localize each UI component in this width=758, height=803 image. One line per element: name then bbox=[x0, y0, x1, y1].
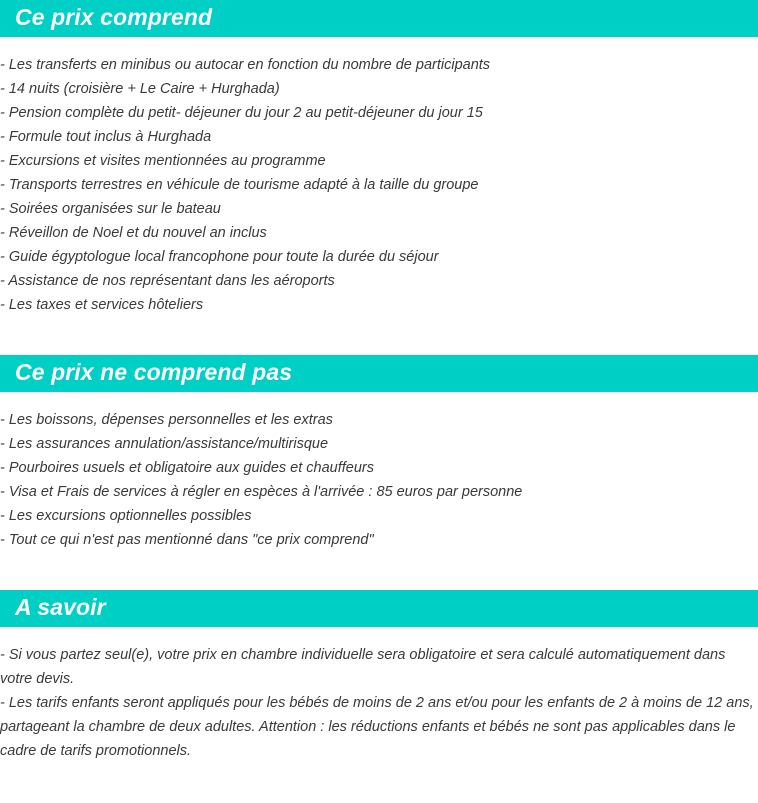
excludes-section-header bbox=[0, 355, 758, 392]
list-item: - Formule tout inclus à Hurghada bbox=[0, 129, 212, 145]
list-item: - Les taxes et services hôteliers bbox=[0, 297, 204, 313]
info-body bbox=[0, 643, 758, 763]
list-item: - Guide égyptologue local francophone pour toute la durée du séjour bbox=[0, 249, 439, 265]
list-item: - Les assurances annulation/assistance/multirisque bbox=[0, 436, 329, 452]
list-item: - Transports terrestres en véhicule de tourisme adapté à la taille du groupe bbox=[0, 177, 479, 193]
list-item: - Assistance de nos représentant dans les aéroports bbox=[0, 273, 335, 289]
info-paragraph-child-rates: - Les tarifs enfants seront appliqués pour les bébés de moins de 2 ans et/ou pour les enfants de 2 à moins de 12 ans, partageant la chambre de deux adultes. Attention : les réductions enfants et bébés ne sont pas applicables dans le cadre de tarifs promotionnels. bbox=[0, 695, 754, 759]
info-section-header bbox=[0, 590, 758, 627]
includes-section-header bbox=[0, 0, 758, 37]
includes-section-title: Ce prix comprend bbox=[15, 4, 213, 30]
list-item: - Les transferts en minibus ou autocar en fonction du nombre de participants bbox=[0, 57, 491, 73]
list-item: - Pension complète du petit- déjeuner du jour 2 au petit-déjeuner du jour 15 bbox=[0, 105, 483, 121]
list-item: - Tout ce qui n'est pas mentionné dans "ce prix comprend" bbox=[0, 532, 374, 548]
list-item: - Excursions et visites mentionnées au programme bbox=[0, 153, 326, 169]
list-item: - Pourboires usuels et obligatoire aux guides et chauffeurs bbox=[0, 460, 374, 476]
info-section-title: A savoir bbox=[15, 594, 106, 620]
list-item: - Soirées organisées sur le bateau bbox=[0, 201, 221, 217]
list-item: - Réveillon de Noel et du nouvel an inclus bbox=[0, 225, 267, 241]
list-item: - Visa et Frais de services à régler en espèces à l'arrivée : 85 euros par personne bbox=[0, 484, 523, 500]
list-item: - Les excursions optionnelles possibles bbox=[0, 508, 252, 524]
list-item: - 14 nuits (croisière + Le Caire + Hurghada) bbox=[0, 81, 280, 97]
list-item: - Les boissons, dépenses personnelles et les extras bbox=[0, 412, 333, 428]
includes-list bbox=[0, 53, 758, 317]
excludes-list bbox=[0, 408, 758, 552]
info-paragraph-single-room: - Si vous partez seul(e), votre prix en chambre individuelle sera obligatoire et sera calculé automatiquement dans votre devis. bbox=[0, 647, 726, 687]
excludes-section-title: Ce prix ne comprend pas bbox=[15, 359, 293, 385]
